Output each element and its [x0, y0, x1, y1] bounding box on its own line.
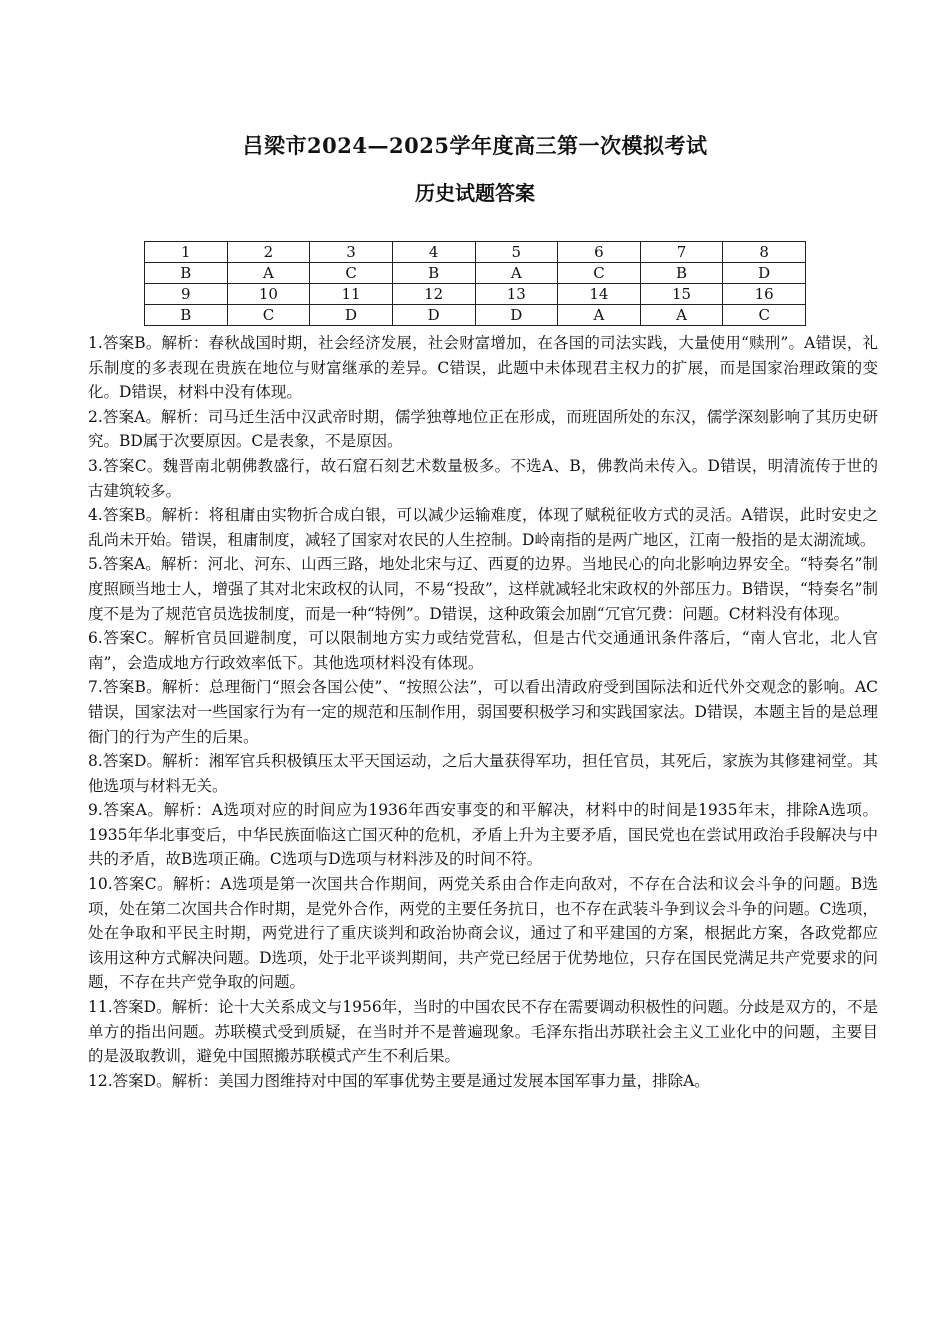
table-cell: A — [227, 263, 310, 284]
table-cell: D — [475, 305, 558, 326]
explanation-paragraph: 11.答案D。解析：论十大关系成文与1956年，当时的中国农民不存在需要调动积极性的问题。分歧是双方的，不是单方的指出问题。苏联模式受到质疑，在当时并不是普遍现象。毛泽东指出苏联社会主义工业化中的问题，主要目的是汲取教训，避免中国照搬苏联模式产生不利后果。 — [88, 998, 878, 1066]
table-cell: 10 — [227, 284, 310, 305]
table-cell: 14 — [558, 284, 641, 305]
table-cell: 4 — [392, 242, 475, 263]
document-title: 吕梁市2024—2025学年度高三第一次模拟考试 — [242, 133, 708, 158]
table-cell: A — [558, 305, 641, 326]
table-cell: 3 — [310, 242, 393, 263]
question-number-row — [145, 242, 806, 263]
explanation-paragraph: 7.答案B。解析：总理衙门“照会各国公使”、“按照公法”，可以看出清政府受到国际法和近代外交观念的影响。AC错误，国家法对一些国家行为有一定的规范和压制作用，弱国要积极学习和实践国家法。D错误，本题主旨的是总理衙门的行为产生的后果。 — [88, 678, 878, 746]
table-cell: 2 — [227, 242, 310, 263]
table-cell: B — [145, 263, 228, 284]
explanation-paragraph: 4.答案B。解析：将租庸由实物折合成白银，可以减少运输难度，体现了赋税征收方式的灵活。A错误，此时安史之乱尚未开始。错误，租庸制度，减轻了国家对农民的人生控制。D岭南指的是两广地区，江南一般指的是太湖流域。 — [88, 506, 878, 549]
explanation-paragraph: 1.答案B。解析：春秋战国时期，社会经济发展，社会财富增加，在各国的司法实践，大量使用“赎刑”。A错误，礼乐制度的多表现在贵族在地位与财富继承的差异。C错误，此题中未体现君主权力的扩展，而是国家治理政策的变化。D错误，材料中没有体现。 — [88, 334, 878, 402]
explanation-paragraph: 2.答案A。解析：司马迁生活中汉武帝时期，儒学独尊地位正在形成，而班固所处的东汉，儒学深刻影响了其历史研究。BD属于次要原因。C是表象，不是原因。 — [88, 407, 878, 451]
explanations-body — [88, 331, 878, 1093]
table-cell: 5 — [475, 242, 558, 263]
table-cell: B — [640, 263, 723, 284]
table-cell: 8 — [723, 242, 806, 263]
table-cell: 13 — [475, 284, 558, 305]
table-cell: C — [310, 263, 393, 284]
table-cell: C — [558, 263, 641, 284]
explanation-paragraph: 9.答案A。解析：A选项对应的时间应为1936年西安事变的和平解决，材料中的时间是1935年末，排除A选项。1935年华北事变后，中华民族面临这亡国灭种的危机，矛盾上升为主要矛盾，国民党也在尝试用政治手段解决与中共的矛盾，故B选项正确。C选项与D选项与材料涉及的时间不符。 — [88, 801, 878, 869]
table-cell: D — [310, 305, 393, 326]
explanation-paragraph: 10.答案C。解析：A选项是第一次国共合作期间，两党关系由合作走向敌对，不存在合法和议会斗争的问题。B选项，处在第二次国共合作时期，是党外合作，两党的主要任务抗日，也不存在武装斗争到议会斗争的问题。C选项，处在争取和平民主时期，两党进行了重庆谈判和政治协商会议，通过了和平建国的方案，根据此方案，各政党都应该用这种方式解决问题。D选项，处于北平谈判期间，共产党已经居于优势地位，只存在国民党满足共产党要求的问题，不存在共产党争取的问题。 — [88, 875, 878, 992]
table-cell: C — [227, 305, 310, 326]
table-cell: 16 — [723, 284, 806, 305]
document-subtitle: 历史试题答案 — [415, 181, 535, 205]
table-cell: 11 — [310, 284, 393, 305]
explanation-paragraph: 12.答案D。解析：美国力图维持对中国的军事优势主要是通过发展本国军事力量，排除A。 — [88, 1071, 710, 1090]
explanation-paragraph: 5.答案A。解析：河北、河东、山西三路，地处北宋与辽、西夏的边界。当地民心的向北影响边界安全。“特奏名”制度照顾当地士人，增强了其对北宋政权的认同，不易“投敌”，这样就减轻北宋政权的外部压力。B错误，“特奏名”制度不是为了规范官员选拔制度，而是一种“特例”。D错误，这种政策会加剧“冗官冗费：问题。C材料没有体现。 — [88, 555, 878, 623]
table-cell: 7 — [640, 242, 723, 263]
table-cell: 9 — [145, 284, 228, 305]
table-cell: B — [145, 305, 228, 326]
explanation-paragraph: 6.答案C。解析官员回避制度，可以限制地方实力或结党营私，但是古代交通通讯条件落后，“南人官北，北人官南”，会造成地方行政效率低下。其他选项材料没有体现。 — [88, 629, 878, 672]
table-cell: D — [392, 305, 475, 326]
question-number-row — [145, 284, 806, 305]
table-cell: B — [392, 263, 475, 284]
explanation-paragraph: 3.答案C。魏晋南北朝佛教盛行，故石窟石刻艺术数量极多。不选A、B，佛教尚未传入。D错误，明清流传于世的古建筑较多。 — [88, 456, 878, 500]
answer-row — [145, 305, 806, 326]
table-cell: A — [475, 263, 558, 284]
answer-table — [144, 241, 806, 326]
table-cell: 15 — [640, 284, 723, 305]
table-cell: D — [723, 263, 806, 284]
table-cell: C — [723, 305, 806, 326]
answer-row — [145, 263, 806, 284]
table-cell: 12 — [392, 284, 475, 305]
table-cell: 6 — [558, 242, 641, 263]
table-cell: 1 — [145, 242, 228, 263]
table-cell: A — [640, 305, 723, 326]
explanation-paragraph: 8.答案D。解析：湘军官兵积极镇压太平天国运动，之后大量获得军功，担任官员，其死后，家族为其修建祠堂。其他选项与材料无关。 — [88, 752, 878, 795]
